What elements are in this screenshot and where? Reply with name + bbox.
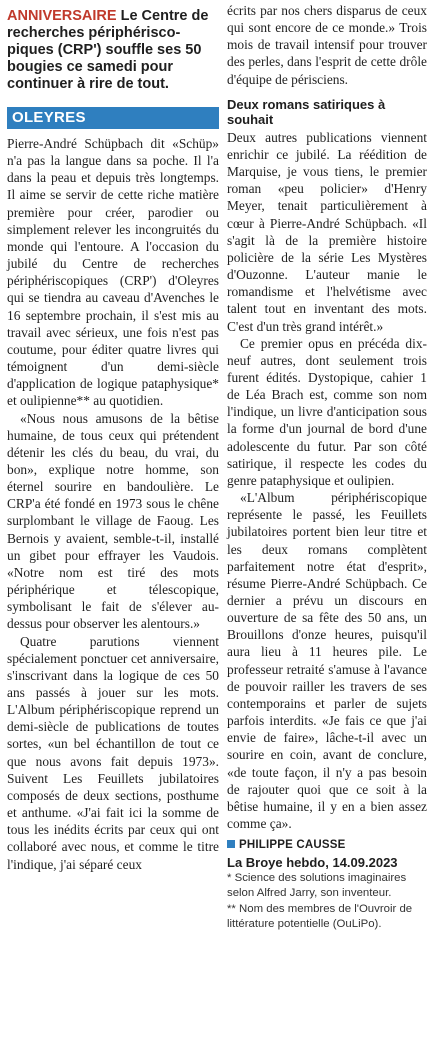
body-paragraph: «L'Album périphériscopique représente le passé, les Feuillets jubilatoires portent bien leur titre et les deux romans complètent parfaitement notre état d'esprit», résume Pierre-André Schüpbach. Ce dernier a prévu un discours en ouverture de sa fête des 50 ans, un Brouillons d'onze heures, puisqu'il aura lieu à 11 heures pile. Le professeur retraité s'amuse à l'avance de pouvoir railler les travers de ses contemporains et parler de sujets parfois interdits. «Je fais ce que j'ai envie de faire», lâche-t-il avec un sourire en coin, avant de conclure, «de toute façon, il n'y a pas besoin de rajouter quoi que ce soit à la bêtise humaine, il y en a bien assez comme ça». [227,490,427,832]
headline [7,8,219,93]
location-banner: OLEYRES [7,107,219,129]
footnote: * Science des solutions imaginaires selon Alfred Jarry, son inventeur. [227,872,407,899]
left-column [7,0,219,873]
body-paragraph: Ce premier opus en précéda dix-neuf autres, dont seulement trois furent édités. Dystopique, cahier 1 de Léa Brach est, comme son nom l'indique, un livre d'anticipation sous la forme d'un journal de bord d'une adolescente du futur. Par son côté satirique, il respecte les codes du genre pataphysique et oulipien. [227,335,427,488]
body-paragraph: écrits par nos chers disparus de ceux qui sont encore de ce monde.» Trois mois de travail intensif pour trouver des perles, dans l'esprit de cette drôle d'équipe de périsciens. [227,3,427,87]
source-line: La Broye hebdo, 14.09.2023 [227,855,398,871]
footnote: ** Nom des membres de l'Ouvroir de littérature potentielle (OuLiPo). [227,903,413,930]
section-subhead: Deux romans satiriques à souhait [227,96,386,127]
headline-text: Le Centre de recherches périphériscopiques (CRP') souffle ses 50 bougies ce samedi pour continuer à rire de tout. [7,8,209,92]
headline-kicker: ANNIVERSAIRE [7,8,117,24]
byline [227,838,427,852]
body-paragraph: Deux autres publications viennent enrichir ce jubilé. La réédition de Marquise, je vous tiens, le premier roman «peu policier» d'Henry Meyer, tenait particulièrement à cœur à Pierre-André Schüpbach. «Il s'agit là de la première histoire policière de la série Les Mystères d'Ouzonne. L'auteur manie le romandisme et l'helvétisme avec talent tout en inventant des mots. C'est d'un très grand intérêt.» [227,129,427,334]
byline-square-icon [227,840,235,848]
body-paragraph: Quatre parutions viennent spécialement ponctuer cet anniversaire, s'inscrivant dans la logique de ces 50 ans passés à jouer sur les mots. L'Album périphériscopique reprend un demi-siècle de publications de toutes sortes, «un bel échantillon de tout ce que nous avons fait depuis 1973». Suivent Les Feuillets jubilatoires composés de deux sections, posthume et anthume. «J'ai fait ici la somme de tous les inédits écrits par ceux qui ont collaboré avec nous, et comme le titre l'indique, j'ai séparé ceux [7,633,219,872]
right-column [227,0,427,931]
byline-author: PHILIPPE CAUSSE [239,839,346,852]
body-paragraph: «Nous nous amusons de la bêtise humaine, de tous ceux qui prétendent détenir les clés du beau, du vrai, du bon», explique notre homme, son éternel sourire en bandoulière. Le CRP'a été fondé en 1973 sous le chêne surplombant le village de Faoug. Les Bernois y avaient, semble-t-il, installé un gibet pour effrayer les Vaudois. «Notre nom est tiré des mots périphérique et télescopique, symbolisant le fait de s'élever au-dessus pour observer les alentours.» [7,410,219,632]
body-paragraph: Pierre-André Schüpbach dit «Schüp» n'a pas la langue dans sa poche. Il l'a dans la peau et depuis très longtemps. Il aime se servir de cette riche matière première pour créer, parodier ou simplement relever les incongruités du monde qui l'entoure. A l'occasion du jubilé du Centre de recherches périphériscopiques (CRP') d'Oleyres qui se tiendra au caveau d'Avenches le 16 septembre prochain, il s'est mis au travail avec sérieux, une fois n'est pas coutume, pour éditer quatre livres qui témoignent d'un demi-siècle d'application de logique pataphysique* et oulipienne** au quotidien. [7,136,219,409]
